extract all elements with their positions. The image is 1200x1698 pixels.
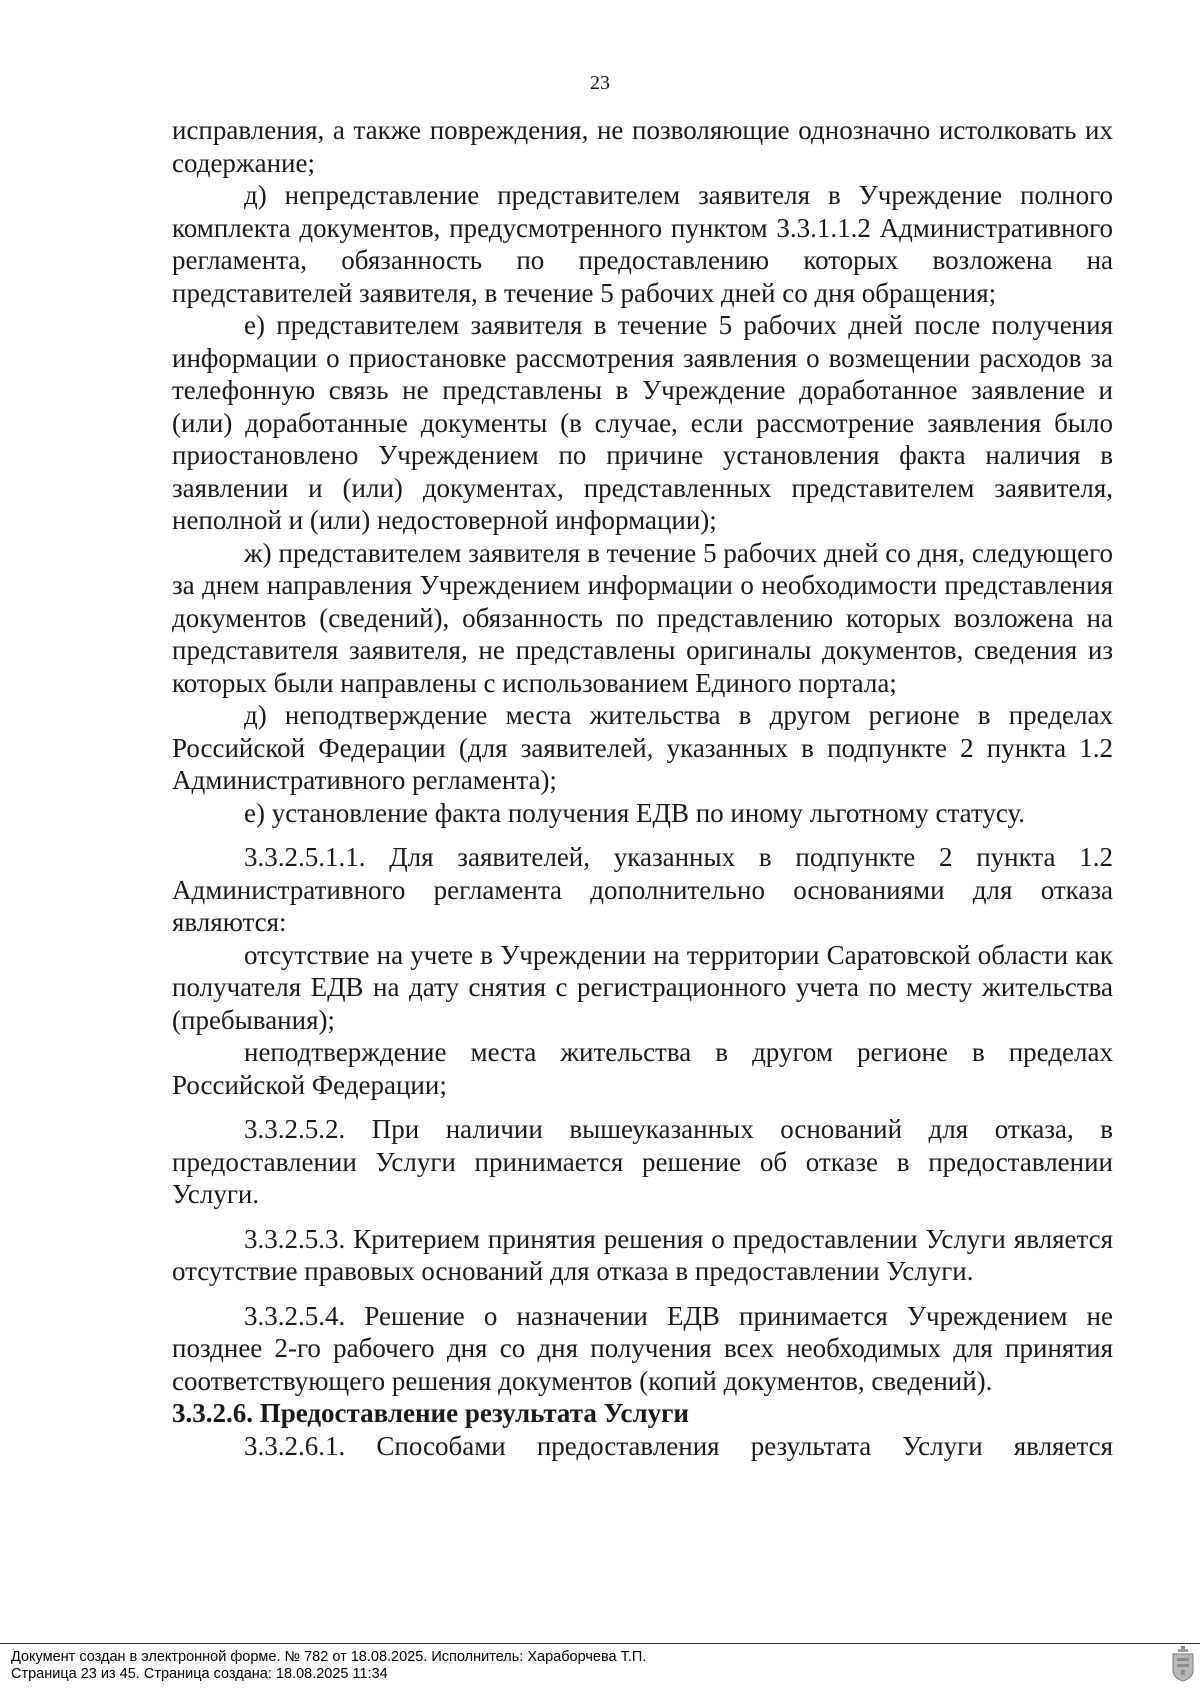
paragraph: 3.3.2.5.3. Критерием принятия решения о предоставлении Услуги является отсутствие правовых оснований для отказа в предоставлении Услуги. [172, 1223, 1113, 1286]
paragraph: 3.3.2.5.2. При наличии вышеуказанных оснований для отказа, в предоставлении Услуги принимается решение об отказе в предоставлении Услуги. [172, 1114, 1113, 1209]
paragraph: е) представителем заявителя в течение 5 рабочих дней после получения информации о приостановке рассмотрения заявления о возмещении расходов за телефонную связь не представлены в Учреждение доработанное заявление и (или) доработанные документы (в случае, если рассмотрение заявления было приостановлено Учреждением по причине установления факта наличия в заявлении и (или) документах, представленных представителем заявителя, неполной и (или) недостоверной информации); [172, 310, 1113, 535]
paragraph: исправления, а также повреждения, не позволяющие однозначно истолковать их содержание; [172, 115, 1113, 178]
paragraph: отсутствие на учете в Учреждении на территории Саратовской области как получателя ЕДВ на дату снятия с регистрационного учета по месту жительства (пребывания); [172, 939, 1113, 1035]
document-footer [11, 1649, 646, 1683]
paragraph: е) установление факта получения ЕДВ по иному льготному статусу. [244, 797, 1026, 828]
paragraph: ж) представителем заявителя в течение 5 рабочих дней со дня, следующего за днем направления Учреждением информации о необходимости представления документов (сведений), обязанность по представлению которых возложена на представителя заявителя, не представлены оригиналы документов, сведения из которых были направлены с использованием Единого портала; [172, 537, 1113, 698]
footer-line-1: Документ создан в электронной форме. № 782 от 18.08.2025. Исполнитель: Хараборчева Т.П. [11, 1649, 647, 1665]
paragraph: д) неподтверждение места жительства в другом регионе в пределах Российской Федерации (для заявителей, указанных в подпункте 2 пункта 1.2 Административного регламента); [172, 700, 1113, 795]
paragraph: 3.3.2.6.1. Способами предоставления результата Услуги является [244, 1430, 1113, 1461]
page-number: 23 [590, 72, 610, 94]
paragraph: 3.3.2.5.4. Решение о назначении ЕДВ принимается Учреждением не позднее 2-го рабочего дня со дня получения всех необходимых для принятия соответствующего решения документов (копий документов, сведений). [172, 1300, 1113, 1396]
footer-line-2: Страница 23 из 45. Страница создана: 18.08.2025 11:34 [11, 1666, 388, 1682]
coat-of-arms-icon [1172, 1646, 1194, 1682]
document-body [172, 114, 1113, 1462]
footer-divider [0, 1643, 1200, 1644]
section-heading: 3.3.2.6. Предоставление результата Услуги [172, 1398, 689, 1428]
paragraph: 3.3.2.5.1.1. Для заявителей, указанных в подпункте 2 пункта 1.2 Административного регламента дополнительно основаниями для отказа являются: [172, 842, 1113, 937]
paragraph: неподтверждение места жительства в другом регионе в пределах Российской Федерации; [172, 1037, 1113, 1100]
paragraph: д) непредставление представителем заявителя в Учреждение полного комплекта документов, предусмотренного пунктом 3.3.1.1.2 Административного регламента, обязанность по предоставлению которых возложена на представителей заявителя, в течение 5 рабочих дней со дня обращения; [172, 180, 1113, 308]
